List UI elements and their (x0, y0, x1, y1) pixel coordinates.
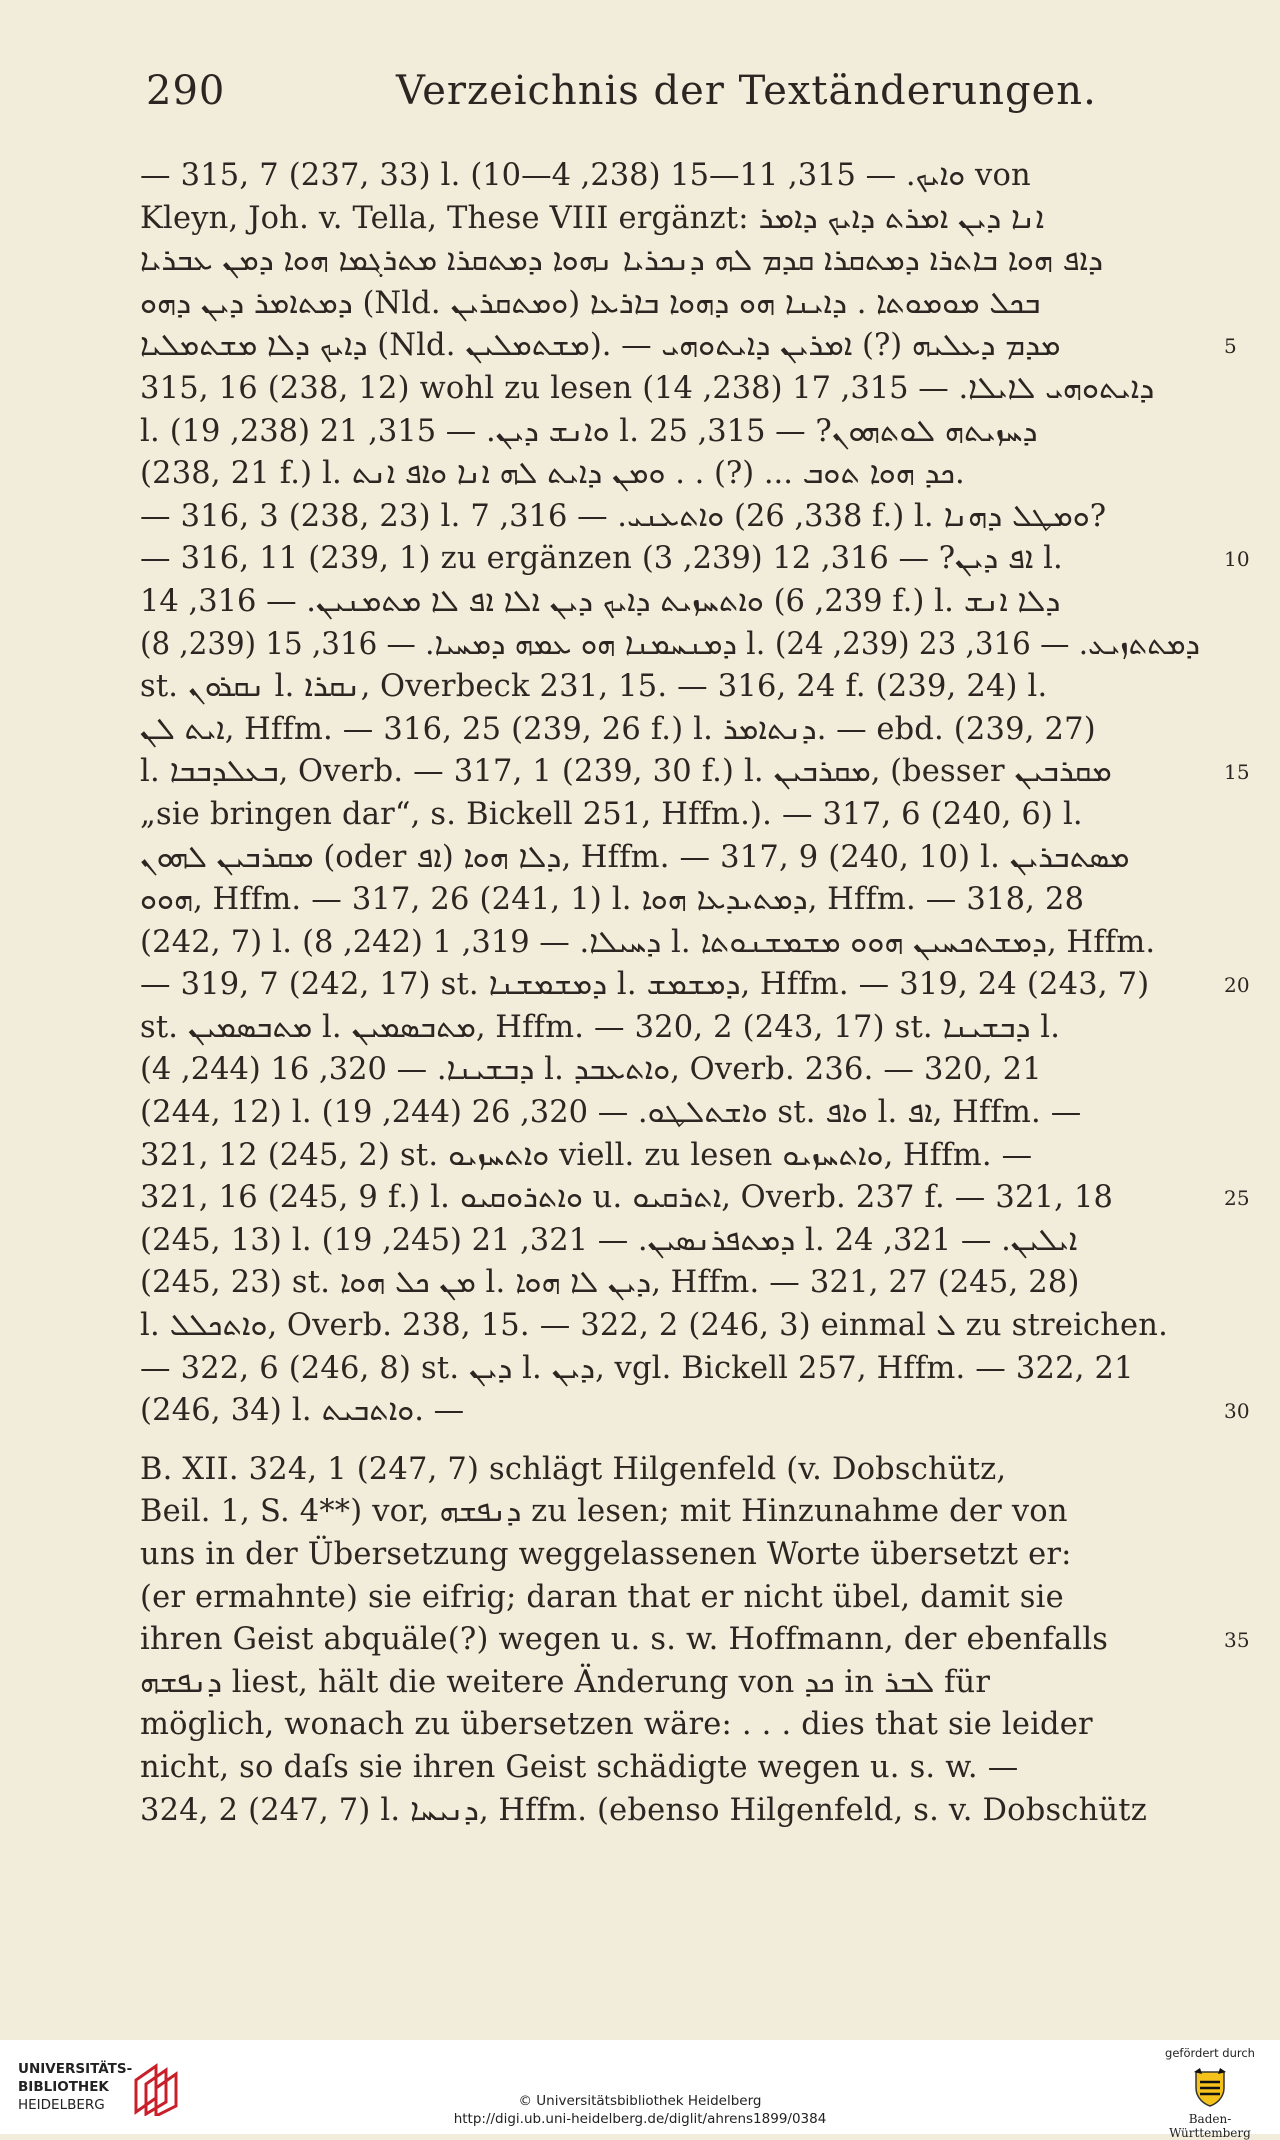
text-line-content: (244, 12) l. ܘܐܫܬܠܛܘ. — 320, 26 (244, 19) st. ܘܐܦ l. ܐܦ, Hffm. — (140, 1095, 1082, 1131)
line-number: 10 (1224, 547, 1250, 572)
sponsor-label: gefördert durch (1165, 2046, 1255, 2060)
library-logo-icon (132, 2062, 178, 2116)
text-line (140, 496, 1200, 539)
text-line (140, 240, 1200, 283)
text-line (140, 922, 1200, 965)
text-line (140, 581, 1200, 624)
text-line (140, 624, 1200, 667)
text-line (140, 1049, 1200, 1092)
text-line-content: — 316, 3 (238, 23) l. ܘܐܬܥܢܝ. — 316, 7 (338, 26 f.) l. ܘܡܛܠ ܕܗܢܐ? (140, 498, 1107, 534)
text-line (140, 751, 1250, 794)
text-line (140, 1449, 1200, 1492)
sponsor-block (1150, 2046, 1270, 2140)
text-line-content: (er ermahnte) sie eifrig; daran that er nicht übel, damit sie (140, 1579, 1064, 1615)
page-number: 290 (146, 68, 226, 114)
text-line (140, 1007, 1200, 1050)
text-line-content: ܐܝܬ ܠܢ, Hffm. — 316, 25 (239, 26 f.) l. ܕܢܬܐܡܪ. — ebd. (239, 27) (140, 711, 1096, 747)
text-line (140, 1220, 1200, 1263)
text-line (140, 1092, 1200, 1135)
library-name-line-2: BIBLIOTHEK (18, 2079, 109, 2095)
library-name-line-3: HEIDELBERG (18, 2097, 105, 2113)
line-number: 35 (1224, 1628, 1250, 1653)
text-line (140, 1491, 1200, 1534)
line-number: 25 (1224, 1186, 1250, 1211)
text-line (140, 1348, 1200, 1391)
text-line-content: l. ܒܥܠܕܒܒܐ, Overb. — 317, 1 (239, 30 f.) l. ܡܩܪܒܝܢ, (besser ܡܩܪܒܝܢ (140, 754, 1112, 790)
text-line (140, 1747, 1200, 1790)
text-line (140, 198, 1200, 241)
text-line (140, 155, 1200, 198)
text-line (140, 964, 1250, 1007)
text-line-content: 321, 16 (245, 9 f.) l. ܘܐܬܪܘܩܝܘ u. ܐܬܪܩܝܘ, Overb. 237 f. — 321, 18 (140, 1180, 1114, 1216)
text-line (140, 1619, 1250, 1662)
text-line (140, 325, 1237, 368)
text-line-content: ܕܒܫܝܢܐ. — 320, 16 (244, 4) l. ܘܐܬܥܒܕ, Overb. 236. — 320, 21 (140, 1052, 1042, 1088)
text-line (140, 538, 1250, 581)
text-line (140, 283, 1200, 326)
text-line-content: ܗܘܘ, Hffm. — 317, 26 (241, 1) l. ܕܡܬܝܕܥܐ ܗܘܐ, Hffm. — 318, 28 (140, 882, 1085, 918)
body-text (140, 155, 1250, 1832)
permalink-url[interactable]: http://digi.ub.uni-heidelberg.de/diglit/ahrens1899/0384 (453, 2111, 827, 2127)
text-line (140, 368, 1200, 411)
text-line-content: nicht, so daſs sie ihren Geist schädigte wegen u. s. w. — (140, 1749, 1019, 1785)
line-number: 20 (1224, 973, 1250, 998)
text-line-content: — 315, 7 (237, 33) l. ܘܐܝܟ. — 315, 11—15 (238, 4—10) von (140, 158, 1031, 193)
text-line-content: 324, 2 (247, 7) l. ܕܢܝܚܐ, Hffm. (ebenso Hilgenfeld, s. v. Dobschütz (140, 1792, 1147, 1828)
text-line-content: l. ܘܐܢܫ ܕܝܢ. — 315, 21 (238, 19) l. ܕܚܙܝܬܗ ܠܘܬܗܘܢ? — 315, 25 (140, 413, 1038, 449)
text-line-content: (245, 23) st. ܡܢ ܟܠ ܗܘܐ l. ܕܝܢ ܠܐ ܗܘܐ, Hffm. — 321, 27 (245, 28) (140, 1265, 1080, 1301)
text-line (140, 666, 1200, 709)
text-line (140, 1262, 1200, 1305)
text-line-content: st. ܢܩܪܘܢ l. ܢܩܪܐ, Overbeck 231, 15. — 316, 24 f. (239, 24) l. (140, 669, 1048, 705)
text-line (140, 1577, 1200, 1620)
line-number: 30 (1224, 1399, 1250, 1424)
text-line-content: ܡܩܪܒܝܢ ܠܗܘܢ (oder ܐܦ) ܕܠܐ ܗܘܐ, Hffm. — 317, 9 (240, 10) l. ܡܣܬܒܪܝܢ (140, 839, 1130, 875)
text-line (140, 1704, 1200, 1747)
text-line-content: — 319, 7 (242, 17) st. ܕܡܫܡܫܢܐ l. ܕܡܫܡܫ, Hffm. — 319, 24 (243, 7) (140, 967, 1150, 1003)
text-line (140, 709, 1200, 752)
text-line-content: 321, 12 (245, 2) st. ܘܐܬܚܙܝܘ viell. zu lesen ܘܐܬܚܙܝܘ, Hffm. — (140, 1137, 1033, 1173)
page-header (146, 68, 1196, 118)
text-line-content: (242, 7) l. ܕܚܝܠܐ. — 319, 1 (242, 8) l. ܕܡܫܬܟܚܝܢ ܗܘܘ ܡܫܡܫܢܘܬܐ, Hffm. (140, 924, 1156, 960)
text-line-content: ܕܐܦ ܗܘܐ ܒܐܬܪܐ ܕܡܬܩܪܐ ܩܕܡ ܠܗ ܕܢܟܪܝܐ ܢܗܘܐ ܕܡܬܩܪܐ ܡܬܪܓܡܐ ܗܘܐ ܕܡܢ ܥܒܪܝܐ (140, 243, 1104, 279)
text-line-content: ܕܡܢܚܡܢܐ ܗܘ ܥܡܗ ܕܡܚܝܐ. — 316, 15 (239, 8) l. ܕܡܬܬܙܝܥ. — 316, 23 (239, 24) (140, 626, 1200, 662)
copyright-text: © Universitätsbibliothek Heidelberg (518, 2093, 762, 2109)
text-line-content: 315, 16 (238, 12) wohl zu lesen ܕܐܝܬܘܗܝ ܠܐܝܠܐ. — 315, 17 (238, 14) (140, 370, 1155, 406)
library-name-line-1: UNIVERSITÄTS- (18, 2061, 133, 2077)
text-line (140, 1305, 1200, 1348)
text-line-content: B. XII. 324, 1 (247, 7) schlägt Hilgenfeld (v. Dobschütz, (140, 1451, 1007, 1487)
text-line (140, 837, 1200, 880)
text-line (140, 453, 1200, 496)
text-line-content: st. ܡܬܒܣܡܝܢ l. ܡܬܒܣܡܝܢ, Hffm. — 320, 2 (243, 17) st. ܕܒܫܝܢܐ l. (140, 1009, 1061, 1045)
library-name (18, 2060, 132, 2114)
footer-bar (0, 2040, 1280, 2140)
text-line-content: — 322, 6 (246, 8) st. ܕܝܢ l. ܕܝܢ, vgl. Bickell 257, Hffm. — 322, 21 (140, 1350, 1134, 1386)
text-line-content: uns in der Übersetzung weggelassenen Worte übersetzt er: (140, 1537, 1072, 1572)
text-line (140, 411, 1200, 454)
text-line (140, 794, 1200, 837)
text-line (140, 1135, 1200, 1178)
text-line-content: ihren Geist abquäle(?) wegen u. s. w. Hoffmann, der ebenfalls (140, 1622, 1109, 1658)
text-line (140, 1534, 1200, 1577)
text-line-content: Beil. 1, S. 4**) vor, ܕܢܦܫܗ zu lesen; mit Hinzunahme der von (140, 1494, 1068, 1530)
text-line-content: Kleyn, Joh. v. Tella, These VIII ergänzt: ܐܢܐ ܕܝܢ ܐܡܪܬ ܕܐܝܟ ܕܐܡܪ (140, 200, 1045, 236)
line-number: 5 (1224, 334, 1237, 359)
text-line-content: (238, 21 f.) l. ܟܕ ܗܘܐ ܬܘܒ ... (?) . . ܘܡܢ ܕܐܝܬ ܠܗ ܐܢܐ ܘܐܦ ܐܢܬ. (140, 456, 965, 492)
running-title: Verzeichnis der Textänderungen. (396, 68, 1097, 114)
coat-of-arms-icon (1192, 2068, 1228, 2108)
text-line (140, 1390, 1250, 1433)
text-line-content: ܕܢܦܫܗ liest, hält die weitere Änderung von ܟܕ in ܠܒܪ für (140, 1664, 991, 1700)
text-line-content: ܕܡܬܐܡܪ ܕܝܢ ܕܗܘ (Nld. ܘܡܬܩܪܝܢ) ܒܟܠ ܡܘܡܘܬܐ . ܕܐܝܢܐ ܗܘ ܕܗܘܐ ܒܐܪܥܐ (140, 285, 1041, 321)
text-line (140, 1790, 1200, 1833)
text-line-content: möglich, wonach zu übersetzen wäre: . . . dies that sie leider (140, 1707, 1093, 1743)
text-line-content: l. ܘܐܬܟܠܠ, Overb. 238, 15. — 322, 2 (246, 3) einmal ܠ zu streichen. (140, 1308, 1169, 1344)
text-line (140, 1662, 1200, 1705)
text-line-content: ܘܐܬܚܙܝܬ ܕܐܝܟ ܕܝܢ ܐܠܐ ܐܦ ܠܐ ܡܬܡܢܝܢ. — 316, 14 (239, 6 f.) l. ܕܠܐ ܐܢܫ (140, 583, 1061, 619)
text-line-content: ܕܐܝܟ ܕܠܐ ܡܫܬܡܠܝܐ (Nld. ܡܫܬܡܠܝܢ). — ܡܕܡ ܕܥܠܝܗ (?) ܐܡܪܝܢ ܕܐܝܬܘܗܝ (140, 328, 1061, 364)
line-number: 15 (1224, 760, 1250, 785)
text-line (140, 1177, 1250, 1220)
text-line-content: (246, 34) l. ܘܐܬܒܝܬ. — (140, 1393, 465, 1429)
text-line (140, 879, 1200, 922)
text-line-content: — 316, 11 (239, 1) zu ergänzen ܐܦ ܕܝܢ? — 316, 12 (239, 3) l. (140, 541, 1063, 577)
sponsor-name: Baden-Württemberg (1169, 2112, 1251, 2140)
copyright-block (400, 2092, 880, 2128)
text-line-content: (245, 13) l. ܕܡܬܦܪܢܣܝܢ. — 321, 21 (245, 19) l. ܐܝܠܝܢ. — 321, 24 (140, 1222, 1078, 1258)
text-line-content: „sie bringen dar“, s. Bickell 251, Hffm.). — 317, 6 (240, 6) l. (140, 796, 1083, 832)
